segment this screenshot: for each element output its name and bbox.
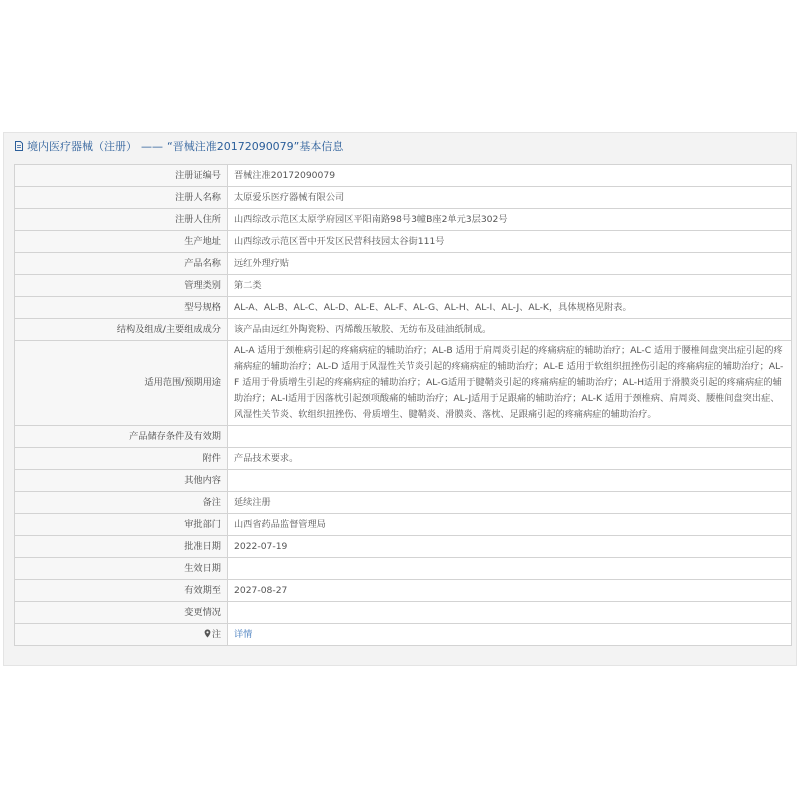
table-row xyxy=(15,275,792,297)
field-label: 生效日期 xyxy=(15,558,228,580)
note-label-cell xyxy=(15,624,228,646)
table-row xyxy=(15,602,792,624)
table-row xyxy=(15,470,792,492)
breadcrumb xyxy=(4,133,796,159)
field-label: 有效期至 xyxy=(15,580,228,602)
field-value: 产品技术要求。 xyxy=(228,448,792,470)
field-value: 太原爱乐医疗器械有限公司 xyxy=(228,187,792,209)
field-label: 备注 xyxy=(15,492,228,514)
table-row xyxy=(15,319,792,341)
document-icon xyxy=(13,140,25,152)
breadcrumb-separator: —— xyxy=(141,139,163,153)
table-row xyxy=(15,231,792,253)
field-label: 注 xyxy=(211,628,221,640)
field-label: 附件 xyxy=(15,448,228,470)
field-value xyxy=(228,426,792,448)
field-value: 延续注册 xyxy=(228,492,792,514)
info-panel xyxy=(3,132,797,666)
field-value: 远红外理疗贴 xyxy=(228,253,792,275)
page-title: “晋械注准20172090079”基本信息 xyxy=(167,140,344,153)
details-link[interactable]: 详情 xyxy=(234,628,253,640)
field-label: 产品名称 xyxy=(15,253,228,275)
breadcrumb-category-link[interactable]: 境内医疗器械（注册） xyxy=(27,140,137,153)
field-label: 批准日期 xyxy=(15,536,228,558)
table-row xyxy=(15,253,792,275)
field-label: 产品储存条件及有效期 xyxy=(15,426,228,448)
table-row xyxy=(15,580,792,602)
field-value: 2027-08-27 xyxy=(228,580,792,602)
field-label: 生产地址 xyxy=(15,231,228,253)
field-value: 该产品由远红外陶瓷粉、丙烯酸压敏胶、无纺布及硅油纸制成。 xyxy=(228,319,792,341)
table-row xyxy=(15,426,792,448)
field-label: 审批部门 xyxy=(15,514,228,536)
field-label: 适用范围/预期用途 xyxy=(15,341,228,426)
table-row xyxy=(15,514,792,536)
field-value xyxy=(228,602,792,624)
field-value: AL-A、AL-B、AL-C、AL-D、AL-E、AL-F、AL-G、AL-H、AL-I、AL-J、AL-K，具体规格见附表。 xyxy=(228,297,792,319)
table-row xyxy=(15,448,792,470)
table-row xyxy=(15,536,792,558)
field-value xyxy=(228,470,792,492)
field-label: 注册证编号 xyxy=(15,165,228,187)
field-label: 其他内容 xyxy=(15,470,228,492)
field-value: 晋械注准20172090079 xyxy=(228,165,792,187)
table-row xyxy=(15,492,792,514)
field-label: 管理类别 xyxy=(15,275,228,297)
field-value: 第二类 xyxy=(228,275,792,297)
field-label: 变更情况 xyxy=(15,602,228,624)
field-label: 型号规格 xyxy=(15,297,228,319)
map-pin-icon xyxy=(204,629,211,638)
table-row xyxy=(15,297,792,319)
field-value: AL-A 适用于颈椎病引起的疼痛病症的辅助治疗；AL-B 适用于肩周炎引起的疼痛病症的辅助治疗；AL-C 适用于腰椎间盘突出症引起的疼痛病症的辅助治疗；AL-D 适用于风湿性关节炎引起的疼痛病症的辅助治疗；AL-E 适用于软组织扭挫伤引起的疼痛病症的辅助治疗；AL-F 适用于骨质增生引起的疼痛病症的辅助治疗；AL-G适用于腱鞘炎引起的疼痛病症的辅助治疗；AL-H适用于滑膜炎引起的疼痛病症的辅助治疗；AL-I适用于因落枕引起颈项酸痛的辅助治疗；AL-J适用于足跟痛的辅助治疗；AL-K 适用于颈椎病、肩周炎、腰椎间盘突出症、风湿性关节炎、软组织扭挫伤、骨质增生、腱鞘炎、滑膜炎、落枕、足跟痛引起的疼痛病症的辅助治疗。 xyxy=(228,341,792,426)
field-value: 山西综改示范区晋中开发区民营科技园太谷街111号 xyxy=(228,231,792,253)
table-row xyxy=(15,341,792,426)
field-label: 注册人名称 xyxy=(15,187,228,209)
table-row xyxy=(15,165,792,187)
field-value: 2022-07-19 xyxy=(228,536,792,558)
field-label: 注册人住所 xyxy=(15,209,228,231)
field-value xyxy=(228,624,792,646)
field-value xyxy=(228,558,792,580)
table-row xyxy=(15,187,792,209)
field-value: 山西省药品监督管理局 xyxy=(228,514,792,536)
table-row xyxy=(15,558,792,580)
field-label: 结构及组成/主要组成成分 xyxy=(15,319,228,341)
table-row xyxy=(15,624,792,646)
registration-info-table xyxy=(14,164,792,646)
table-row xyxy=(15,209,792,231)
field-value: 山西综改示范区太原学府园区平阳南路98号3幢B座2单元3层302号 xyxy=(228,209,792,231)
